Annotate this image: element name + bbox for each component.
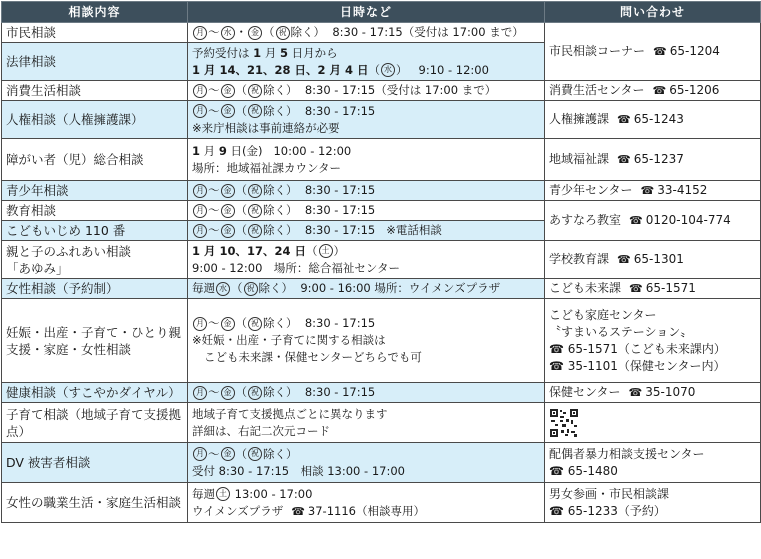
table-row	[2, 443, 761, 483]
day-fri-icon: 金	[248, 26, 262, 40]
contact-tel: 65-1206	[669, 83, 720, 97]
text: 1	[253, 45, 262, 60]
day-hol-icon: 祝	[248, 184, 262, 198]
phone-icon: ☎	[549, 358, 564, 373]
schedule-time: 9:00 - 16:00 場所：ウイメンズプラザ	[300, 281, 501, 295]
prefix: 毎週	[192, 486, 215, 501]
day-hol-icon: 祝	[248, 386, 262, 400]
row-name: 健康相談（すこやかダイヤル）	[2, 383, 188, 403]
row-name: 妊娠・出産・子育て・ひとり親支援・家庭・女性相談	[2, 299, 188, 383]
schedule-time: 8:30 - 17:15	[304, 103, 376, 118]
row-name: 障がい者（児）総合相談	[2, 139, 188, 181]
table-row	[2, 139, 761, 181]
contact-label: こども家庭センター	[549, 307, 657, 322]
contact-label: あすなろ教室	[549, 213, 622, 227]
qr-code-icon[interactable]	[549, 408, 579, 438]
row-contact	[545, 279, 761, 299]
contact-label: 配偶者暴力相談支援センター	[549, 446, 705, 461]
row-contact	[545, 483, 761, 523]
row-schedule: 月 ～ 金 （ 祝 除く） 8:30 - 17:15	[188, 181, 545, 201]
phone-icon: ☎	[549, 341, 564, 356]
text: から	[314, 45, 338, 60]
note: こども未来課・保健センターどちらでも可	[204, 350, 422, 364]
note: ※電話相談	[386, 223, 442, 237]
day-mon-icon: 月	[193, 317, 207, 331]
table-row	[2, 23, 761, 43]
day-fri-icon: 金	[221, 317, 235, 331]
table-row	[2, 279, 761, 299]
text: 月	[261, 45, 280, 60]
contact-label: 〝すまいるステーション〟	[549, 324, 693, 339]
place: 場所：地域福祉課カウンター	[192, 160, 342, 175]
contact-tel: 65-1571	[645, 281, 696, 295]
contact-tel: 35-1070	[645, 385, 696, 399]
tilde: ～	[208, 25, 220, 39]
schedule-time: 8:30 - 17:15	[304, 183, 376, 197]
header-content: 相談内容	[2, 2, 188, 23]
day-fri-icon: 金	[221, 184, 235, 198]
day-fri-icon: 金	[221, 84, 235, 98]
row-contact	[545, 139, 761, 181]
table-header	[2, 2, 761, 23]
day-hol-icon: 祝	[248, 104, 262, 118]
row-schedule	[188, 483, 545, 523]
contact-label: こども未来課	[549, 281, 622, 295]
day-fri-icon: 金	[221, 447, 235, 461]
row-schedule: 予約受付は 1 月 5 日月から 1 月 14、21、28 日、2 月 4 日（ 水 ） 9:10 - 12:00	[188, 43, 545, 81]
day-wed-icon: 水	[381, 63, 395, 77]
table-row	[2, 383, 761, 403]
phone-icon: ☎	[617, 113, 631, 126]
day-mon-icon: 月	[193, 184, 207, 198]
table-row	[2, 101, 761, 139]
schedule-time: 8:30 - 17:15（受付は 17:00 まで）	[332, 25, 524, 39]
row-contact	[545, 383, 761, 403]
day-mon-icon: 月	[193, 204, 207, 218]
contact-label: 保健センター	[549, 385, 621, 399]
row-schedule: 月 ～ 金 （ 祝 除く） 8:30 - 17:15	[188, 383, 545, 403]
header-contact: 問い合わせ	[545, 2, 761, 23]
contact-tel: 65-1204	[669, 44, 720, 58]
row-contact	[545, 181, 761, 201]
contact-tel: 65-1480	[567, 463, 618, 478]
row-contact	[545, 241, 761, 279]
schedule-time: 8:30 - 17:15	[304, 316, 376, 330]
contact-tel: 65-1301	[633, 252, 684, 266]
day-fri-icon: 金	[246, 143, 258, 158]
row-schedule: 月 ～ 金 （ 祝 除く） 8:30 - 17:15（受付は 17:00 まで）	[188, 81, 545, 101]
row-contact	[545, 23, 761, 81]
except: 除く）	[290, 25, 325, 39]
contact-label: 人権擁護課	[549, 112, 610, 126]
table-row	[2, 201, 761, 221]
text: 5	[279, 45, 288, 60]
table-row	[2, 483, 761, 523]
table-row	[2, 403, 761, 443]
row-name: 人権相談（人権擁護課）	[2, 101, 188, 139]
day-hol-icon: 祝	[248, 317, 262, 331]
day-wed-icon: 水	[221, 26, 235, 40]
row-name: 女性相談（予約制）	[2, 279, 188, 299]
day-hol-icon: 祝	[244, 282, 258, 296]
row-name: 法律相談	[2, 43, 188, 81]
day-wed-icon: 水	[216, 282, 230, 296]
phone-icon: ☎	[629, 282, 643, 295]
schedule-line: 詳細は、右記二次元コード	[192, 423, 330, 438]
row-schedule: 1 月 10、17、24 日（ 土 ） 9:00 - 12:00 場所：総合福祉センター	[188, 241, 545, 279]
phone-icon: ☎	[652, 84, 667, 97]
text: 日	[288, 45, 304, 60]
row-schedule: 月 ～ 金 （ 祝 除く） 8:30 - 17:15 ※電話相談	[188, 221, 545, 241]
time: 13:00 - 17:00	[234, 486, 313, 501]
row-name: 消費生活相談	[2, 81, 188, 101]
row-contact	[545, 403, 761, 443]
contact-tel: 0120-104-774	[645, 213, 731, 227]
row-contact	[545, 443, 761, 483]
row-schedule: 月 ～ 金 （ 祝 除く） 8:30 - 17:15 ※妊娠・出産・子育てに関する相談は こども未来課・保健センターどちらでも可	[188, 299, 545, 383]
text: 9	[218, 143, 227, 158]
dates: 1 月 14、21、28 日、2 月 4 日	[192, 62, 369, 77]
row-schedule: 月 ～ 金 （ 祝 除く） 受付 8:30 - 17:15 相談 13:00 - 17:00	[188, 443, 545, 483]
row-name	[2, 241, 188, 279]
prefix: 毎週	[192, 281, 215, 295]
day-fri-icon: 金	[221, 104, 235, 118]
contact-tel: 65-1233（予約）	[567, 503, 666, 518]
contact-label: 消費生活センター	[549, 83, 645, 97]
day-mon-icon: 月	[193, 84, 207, 98]
day-mon-icon: 月	[193, 104, 207, 118]
schedule-line: 地域子育て支援拠点ごとに異なります	[192, 406, 388, 421]
row-contact	[545, 101, 761, 139]
row-name: 市民相談	[2, 23, 188, 43]
row-schedule: 毎週 水 （ 祝 除く） 9:00 - 16:00 場所：ウイメンズプラザ	[188, 279, 545, 299]
day-fri-icon: 金	[221, 386, 235, 400]
consultation-table	[1, 1, 761, 523]
row-schedule: 月 ～ 金 （ 祝 除く） 8:30 - 17:15	[188, 201, 545, 221]
row-name: 女性の職業生活・家庭生活相談	[2, 483, 188, 523]
contact-label: 地域福祉課	[549, 152, 610, 166]
dates: 1 月 10、17、24 日	[192, 243, 307, 258]
day-mon-icon: 月	[193, 447, 207, 461]
text: 日	[226, 143, 242, 158]
row-name: 教育相談	[2, 201, 188, 221]
contact-label: 男女参画・市民相談課	[549, 486, 670, 501]
row-schedule	[188, 403, 545, 443]
name-line: 親と子のふれあい相談	[6, 243, 132, 259]
note: ※来庁相談は事前連絡が必要	[192, 120, 340, 135]
phone-icon: ☎	[653, 45, 667, 58]
schedule-time: 8:30 - 17:15	[304, 223, 376, 237]
row-contact	[545, 299, 761, 383]
contact-tel: 65-1237	[633, 152, 684, 166]
row-schedule: 月 ～ 金 （ 祝 除く） 8:30 - 17:15 ※来庁相談は事前連絡が必要	[188, 101, 545, 139]
phone-icon: ☎	[549, 503, 564, 518]
day-sat-icon: 土	[319, 244, 333, 258]
phone-icon: ☎	[617, 253, 631, 266]
text: 1	[192, 143, 201, 158]
note: ※妊娠・出産・子育てに関する相談は	[192, 333, 386, 347]
table-row	[2, 299, 761, 383]
contact-label: 青少年センター	[549, 183, 633, 197]
day-mon-icon: 月	[193, 224, 207, 238]
row-name: 青少年相談	[2, 181, 188, 201]
day-hol-icon: 祝	[248, 224, 262, 238]
header-schedule: 日時など	[188, 2, 545, 23]
contact-label: 学校教育課	[549, 252, 610, 266]
phone-icon: ☎	[291, 504, 305, 518]
day-hol-icon: 祝	[248, 204, 262, 218]
phone-icon: ☎	[640, 184, 655, 197]
phone-icon: ☎	[629, 214, 643, 227]
text: 予約受付は	[192, 45, 254, 60]
text: 月	[200, 143, 219, 158]
row-name: こどもいじめ 110 番	[2, 221, 188, 241]
dot: ・	[235, 25, 247, 39]
row-contact	[545, 81, 761, 101]
row-contact	[545, 201, 761, 241]
day-fri-icon: 金	[221, 224, 235, 238]
phone-icon: ☎	[628, 386, 643, 399]
contact-tel: 37-1116（相談専用）	[307, 503, 425, 518]
time: 9:00 - 12:00 場所：総合福祉センター	[192, 260, 400, 275]
day-mon-icon: 月	[303, 45, 315, 60]
day-hol-icon: 祝	[248, 84, 262, 98]
contact-tel: 65-1571（こども未来課内）	[567, 341, 726, 356]
table-row	[2, 81, 761, 101]
day-hol-icon: 祝	[248, 447, 262, 461]
schedule-line: 受付 8:30 - 17:15 相談 13:00 - 17:00	[192, 463, 405, 478]
row-schedule	[188, 23, 545, 43]
day-sat-icon: 土	[216, 487, 230, 501]
time: 10:00 - 12:00	[273, 143, 352, 158]
contact-tel: 65-1243	[633, 112, 684, 126]
phone-icon: ☎	[617, 153, 631, 166]
day-mon-icon: 月	[193, 386, 207, 400]
table-row	[2, 241, 761, 279]
paren: （	[263, 25, 275, 39]
schedule-time: 8:30 - 17:15（受付は 17:00 まで）	[304, 83, 497, 97]
row-schedule: 1 月 9 日(金) 10:00 - 12:00 場所：地域福祉課カウンター	[188, 139, 545, 181]
phone-icon: ☎	[549, 463, 564, 478]
contact-tel: 33-4152	[657, 183, 708, 197]
schedule-time: 8:30 - 17:15	[304, 203, 376, 217]
row-name: DV 被害者相談	[2, 443, 188, 483]
place: ウイメンズプラザ	[192, 503, 284, 518]
contact-tel: 35-1101（保健センター内）	[567, 358, 726, 373]
schedule-time: 8:30 - 17:15	[304, 385, 376, 399]
day-fri-icon: 金	[221, 204, 235, 218]
row-name: 子育て相談（地域子育て支援拠点）	[2, 403, 188, 443]
time: 9:10 - 12:00	[418, 62, 489, 77]
day-hol-icon: 祝	[276, 26, 290, 40]
table-row	[2, 181, 761, 201]
day-mon-icon: 月	[193, 26, 207, 40]
name-line: 「あゆみ」	[6, 260, 69, 276]
contact-label: 市民相談コーナー	[549, 44, 646, 58]
